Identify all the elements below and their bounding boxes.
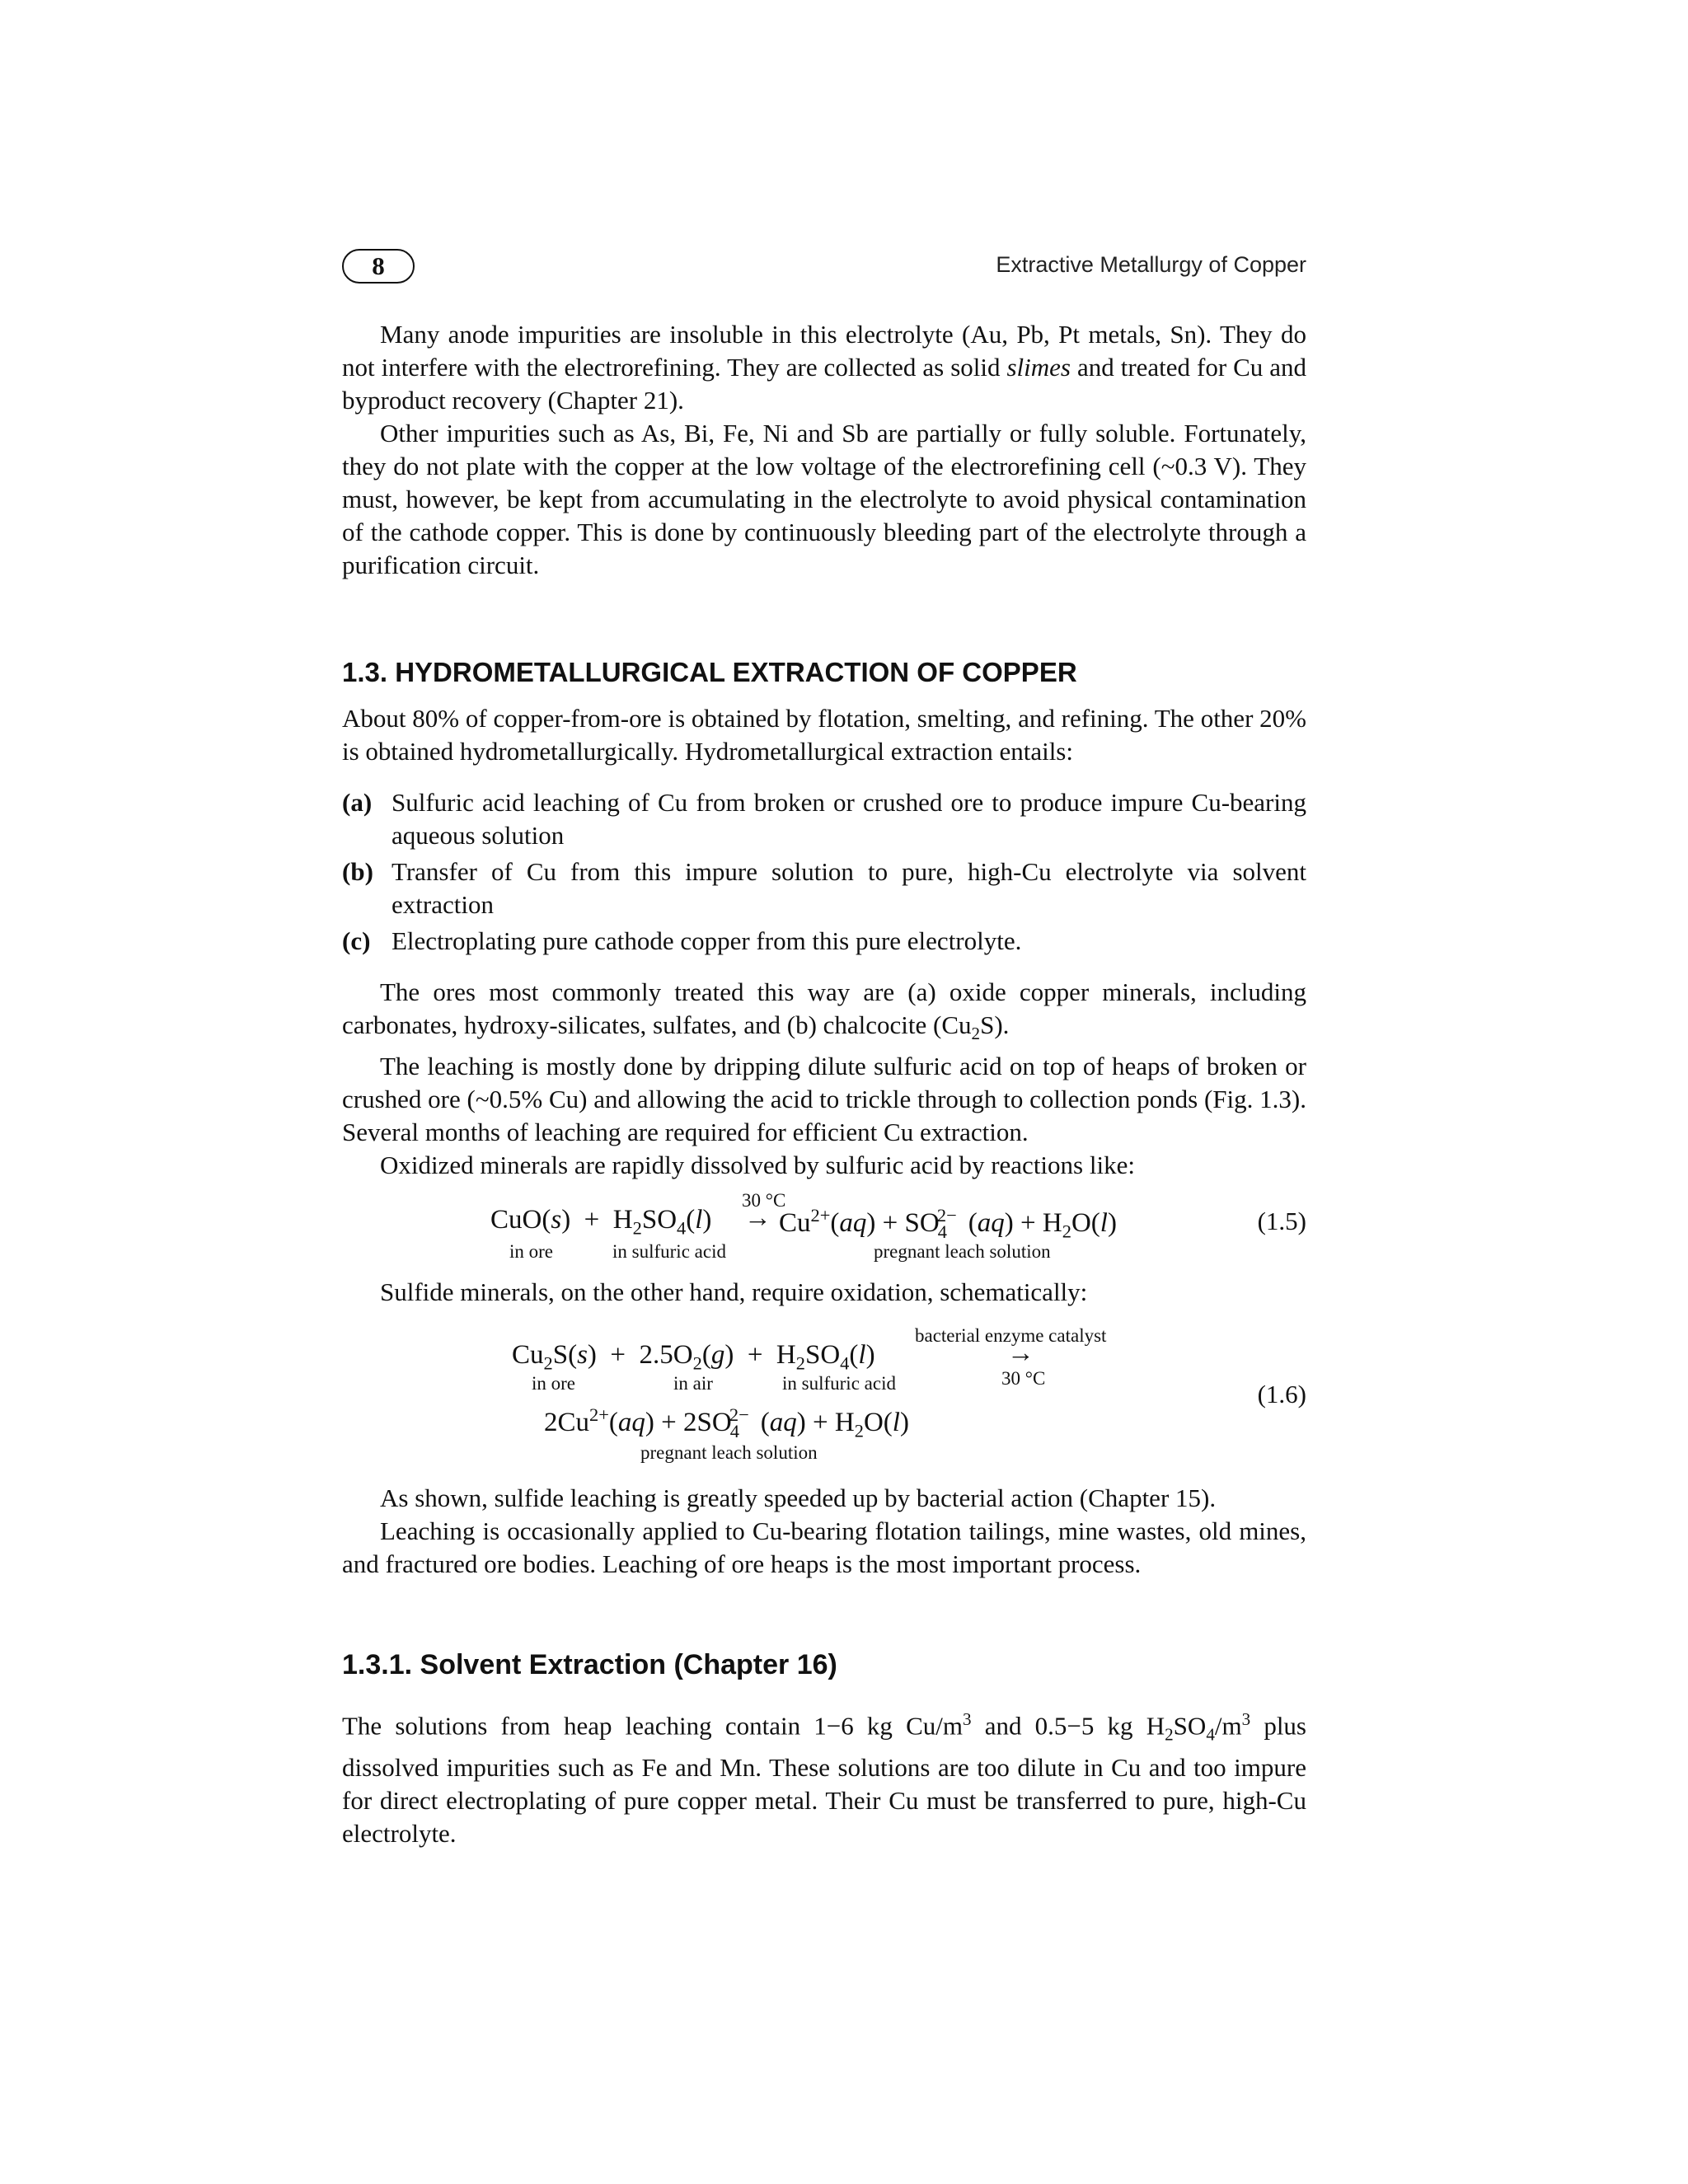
equation-number: (1.5) [1257,1207,1306,1236]
paragraph-bacterial: As shown, sulfide leaching is greatly speeded up by bacterial action (Chapter 15). [380,1483,1217,1513]
section-intro: About 80% of copper-from-ore is obtained by flotation, smelting, and refining. The other 20% is obtained hydrometallurgically. Hydrometallurgical extraction entails: [342,704,1306,766]
label-in-ore: in ore [532,1373,576,1394]
reaction-arrow-icon: → [744,1203,771,1234]
reaction-arrow-icon: → [1007,1338,1034,1369]
paragraph-solvent-extraction: The solutions from heap leaching contain 1−6 kg $Cu/m^3$ and 0.5−5 kg $H_2SO_4/m^3$ plus dissolved impurities such as Fe and Mn. These solutions are too dilute in Cu and too impure for direct electroplating of pure copper metal. Their Cu must be transferred to pure, high-Cu electrolyte. [342,1709,1306,1848]
equation-1-6-reactants: $Cu_2S(s) + 2.5O_2(g) + H_2SO_4(l)$ [512,1340,875,1374]
section-heading-1-3: 1.3. HYDROMETALLURGICAL EXTRACTION OF COPPER [342,657,1077,687]
page-header [342,247,1306,288]
label-pregnant-leach-solution: pregnant leach solution [874,1241,1051,1263]
list-item: (b) Transfer of Cu from this impure solution to pure, high-Cu electrolyte via solvent extraction [342,857,1306,919]
paragraph-other-impurities: Other impurities such as As, Bi, Fe, Ni and Sb are partially or fully soluble. Fortunately, they do not plate with the copper at the low voltage of the electrorefining cell (~0.3 V). They must, however, be kept from accumulating in the electrolyte to avoid physical contamination of the cathode copper. This is done by continuously bleeding part of the electrolyte through a purification circuit. [342,419,1306,579]
paragraph-oxidized: Oxidized minerals are rapidly dissolved by sulfuric acid by reactions like: [380,1151,1135,1180]
equation-number: (1.6) [1257,1380,1306,1409]
section-heading-1-3-1: 1.3.1. Solvent Extraction (Chapter 16) [342,1649,837,1681]
extraction-steps-list [342,786,1306,958]
paragraph-sulfide: Sulfide minerals, on the other hand, require oxidation, schematically: [380,1277,1088,1307]
paragraph-leaching: The leaching is mostly done by dripping dilute sulfuric acid on top of heaps of broken or crushed ore (~0.5% Cu) and allowing the acid to trickle through to collection ponds (Fig. 1.3). Several months of leaching are required for efficient Cu extraction. [342,1052,1306,1147]
equation-1-5-condition: 30 °C [742,1190,786,1212]
page-number: 8 [342,249,415,284]
equation-1-5 [342,1182,1306,1268]
label-in-sulfuric-acid: in sulfuric acid [612,1241,726,1263]
equation-1-6-temp: 30 °C [1001,1368,1046,1390]
label-in-air: in air [673,1373,713,1394]
paragraph-anode-impurities: Many anode impurities are insoluble in this electrolyte (Au, Pb, Pt metals, Sn). They do not interfere with the electrorefining. They are collected as solid slimes and treated for Cu and byproduct recovery (Chapter 21). [342,320,1307,415]
equation-1-5-products: $Cu^{2+}(aq) + SO_4^{2-}$ $(aq) + H_2O(l)$ [779,1205,1117,1242]
label-in-sulfuric-acid: in sulfuric acid [782,1373,896,1394]
list-item: (c) Electroplating pure cathode copper from this pure electrolyte. [342,926,1022,955]
equation-1-5-formula: $CuO(s) + H_2SO_4(l)$ [490,1205,712,1239]
label-pregnant-leach-solution: pregnant leach solution [640,1442,818,1464]
equation-1-6 [342,1309,1306,1474]
list-item: (a) Sulfuric acid leaching of Cu from broken or crushed ore to produce impure Cu-bearing aqueous solution [342,788,1306,850]
running-head: Extractive Metallurgy of Copper [996,252,1306,277]
equation-1-6-catalyst: bacterial enzyme catalyst [915,1325,1107,1347]
paragraph-ores: The ores most commonly treated this way are (a) oxide copper minerals, including carbonates, hydroxy-silicates, sulfates, and (b) chalcocite $(Cu_2S)$. [342,977,1306,1044]
page [342,247,1306,1850]
label-in-ore: in ore [509,1241,554,1263]
paragraph-occasional: Leaching is occasionally applied to Cu-bearing flotation tailings, mine wastes, old mines, and fractured ore bodies. Leaching of ore heaps is the most important process. [342,1516,1306,1579]
equation-1-6-products: $2Cu^{2+}(aq) + 2SO_4^{2-}$ $(aq) + H_2O(l)$ [544,1404,909,1441]
